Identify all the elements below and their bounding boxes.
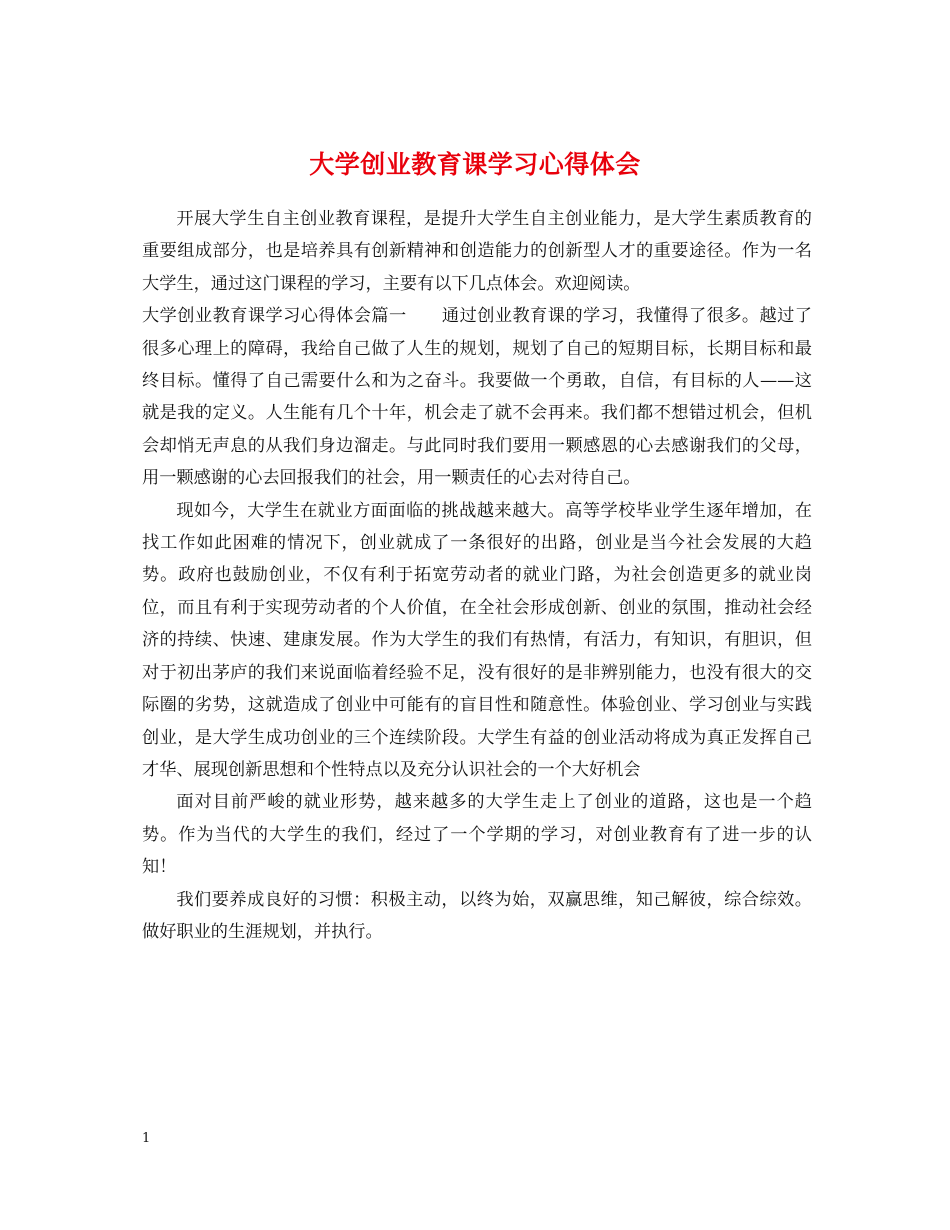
paragraph-habits: 我们要养成良好的习惯：积极主动，以终为始，双赢思维，知己解彼，综合综效。做好职业的生涯规划，并执行。 — [142, 889, 812, 942]
paragraph-intro: 开展大学生自主创业教育课程，是提升大学生自主创业能力，是大学生素质教育的重要组成部分，也是培养具有创新精神和创造能力的创新型人才的重要途径。作为一名大学生，通过这门课程的学习，主要有以下几点体会。欢迎阅读。 — [142, 209, 812, 294]
paragraph-employment: 现如今，大学生在就业方面面临的挑战越来越大。高等学校毕业学生逐年增加，在找工作如此困难的情况下，创业就成了一条很好的出路，创业是当今社会发展的大趋势。政府也鼓励创业，不仅有利于拓宽劳动者的就业门路，为社会创造更多的就业岗位，而且有利于实现劳动者的个人价值，在全社会形成创新、创业的氛围，推动社会经济的持续、快速、建康发展。作为大学生的我们有热情，有活力，有知识，有胆识，但对于初出茅庐的我们来说面临着经验不足，没有很好的是非辨别能力，也没有很大的交际圈的劣势，这就造成了创业中可能有的盲目性和随意性。体验创业、学习创业与实践创业，是大学生成功创业的三个连续阶段。大学生有益的创业活动将成为真正发挥自己才华、展现创新思想和个性特点以及充分认识社会的一个大好机会 — [142, 500, 812, 780]
page-number: 1 — [142, 1131, 151, 1146]
paragraph-trend: 面对目前严峻的就业形势，越来越多的大学生走上了创业的道路，这也是一个趋势。作为当代的大学生的我们，经过了一个学期的学习，对创业教育有了进一步的认知！ — [142, 792, 812, 878]
paragraph-part-one: 大学创业教育课学习心得体会篇一 通过创业教育课的学习，我懂得了很多。越过了很多心理上的障碍，我给自己做了人生的规划，规划了自己的短期目标，长期目标和最终目标。懂得了自己需要什么和为之奋斗。我要做一个勇敢，自信，有目标的人——这就是我的定义。人生能有几个十年，机会走了就不会再来。我们都不想错过机会，但机会却悄无声息的从我们身边溜走。与此同时我们要用一颗感恩的心去感谢我们的父母，用一颗感谢的心去回报我们的社会，用一颗责任的心去对待自己。 — [142, 306, 812, 489]
page-title: 大学创业教育课学习心得体会 — [309, 149, 641, 179]
document-body — [142, 203, 812, 948]
